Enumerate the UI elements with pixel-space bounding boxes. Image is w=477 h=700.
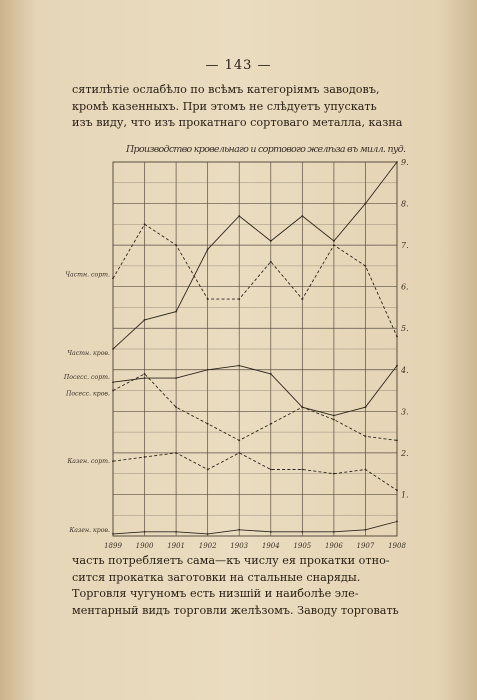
- data-point: [333, 531, 335, 533]
- y-tick-label: 7.: [401, 241, 409, 251]
- text-line: сятилѣтіе ослабѣло по всѣмъ категоріямъ заводовъ,: [72, 83, 380, 96]
- data-point: [333, 473, 335, 475]
- y-tick-label: 5.: [401, 324, 409, 334]
- data-point: [270, 423, 272, 425]
- data-point: [112, 533, 114, 535]
- text-line: сится прокатка заготовки на стальные снаряды.: [72, 570, 361, 584]
- data-point: [238, 452, 240, 454]
- data-point: [333, 415, 335, 417]
- data-point: [112, 277, 114, 279]
- data-point: [270, 240, 272, 242]
- data-point: [112, 390, 114, 392]
- series-label: Посесс. кров.: [65, 390, 110, 398]
- series-label: Частн. кров.: [67, 350, 110, 357]
- data-point: [396, 521, 398, 523]
- data-point: [175, 244, 177, 246]
- text-bottom: [72, 553, 412, 619]
- data-point: [207, 298, 209, 300]
- data-point: [301, 469, 303, 471]
- x-tick-label: 1900: [135, 542, 154, 550]
- data-point: [238, 298, 240, 300]
- y-tick-label: 1.: [401, 490, 409, 500]
- y-tick-label: 8.: [401, 199, 409, 209]
- x-tick-label: 1903: [230, 542, 249, 550]
- data-point: [333, 240, 335, 242]
- data-point: [270, 531, 272, 533]
- data-point: [365, 406, 367, 408]
- text-line: изъ виду, что изъ прокатнаго сортоваго металла, казна: [72, 116, 403, 129]
- data-point: [396, 365, 398, 367]
- series-line: [113, 224, 397, 336]
- data-point: [396, 440, 398, 442]
- data-point: [365, 529, 367, 531]
- series-label: Казен. сорт.: [67, 458, 110, 466]
- y-tick-label: 9.: [401, 158, 409, 167]
- data-point: [175, 406, 177, 408]
- x-tick-label: 1906: [324, 542, 343, 550]
- data-point: [175, 452, 177, 454]
- data-point: [175, 531, 177, 533]
- data-point: [112, 460, 114, 462]
- data-point: [175, 377, 177, 379]
- data-point: [301, 215, 303, 217]
- data-point: [144, 223, 146, 225]
- data-point: [144, 531, 146, 533]
- series-line: [113, 453, 397, 490]
- data-point: [301, 406, 303, 408]
- data-point: [144, 319, 146, 321]
- data-point: [365, 203, 367, 205]
- series-label: Посесс. сорт.: [63, 374, 110, 382]
- x-tick-label: 1901: [167, 542, 186, 550]
- data-point: [365, 265, 367, 267]
- data-point: [175, 311, 177, 313]
- series-label: Казен. кров.: [69, 526, 110, 534]
- data-point: [301, 298, 303, 300]
- y-tick-label: 3.: [401, 407, 409, 417]
- data-point: [238, 440, 240, 442]
- chart-grid: [113, 162, 397, 536]
- y-tick-label: 6.: [401, 282, 409, 292]
- page-number: — 143 —: [205, 58, 272, 73]
- text-line: Торговля чугуномъ есть низшій и наиболѣе эле-: [72, 587, 359, 600]
- y-tick-label: 4.: [401, 365, 409, 375]
- data-point: [365, 435, 367, 437]
- x-tick-label: 1904: [261, 542, 280, 550]
- data-point: [301, 531, 303, 533]
- series-line: [113, 162, 397, 349]
- data-point: [207, 423, 209, 425]
- chart-labels: [63, 158, 409, 550]
- series-label: Частн. сорт.: [65, 271, 110, 279]
- data-point: [207, 533, 209, 535]
- x-tick-label: 1907: [356, 542, 375, 550]
- x-tick-label: 1899: [104, 542, 122, 550]
- y-tick-label: 2.: [401, 448, 409, 458]
- series-line: [113, 522, 397, 534]
- data-point: [238, 215, 240, 217]
- data-point: [207, 369, 209, 371]
- data-point: [144, 456, 146, 458]
- data-point: [396, 161, 398, 163]
- text-line: кромѣ казенныхъ. При этомъ не слѣдуетъ упускать: [72, 99, 377, 113]
- data-point: [333, 244, 335, 246]
- data-point: [270, 261, 272, 263]
- data-point: [207, 469, 209, 471]
- data-point: [112, 348, 114, 350]
- text-line: часть потребляетъ сама—къ числу ея прокатки отно-: [72, 554, 390, 567]
- data-point: [207, 248, 209, 250]
- data-point: [270, 373, 272, 375]
- series-line: [113, 374, 397, 441]
- chart-title: Производство кровельнаго и сортового желѣза въ милл. пуд.: [126, 144, 406, 155]
- data-point: [365, 469, 367, 471]
- data-point: [112, 381, 114, 383]
- data-point: [396, 489, 398, 491]
- data-point: [144, 373, 146, 375]
- data-point: [270, 469, 272, 471]
- text-line: ментарный видъ торговли желѣзомъ. Заводу торговать: [72, 603, 399, 617]
- x-tick-label: 1905: [293, 542, 312, 550]
- data-point: [396, 336, 398, 338]
- x-tick-label: 1908: [388, 542, 406, 550]
- data-point: [144, 377, 146, 379]
- x-tick-label: 1902: [198, 542, 217, 550]
- data-point: [238, 365, 240, 367]
- chart-series: [112, 161, 398, 535]
- data-point: [333, 419, 335, 421]
- data-point: [238, 529, 240, 531]
